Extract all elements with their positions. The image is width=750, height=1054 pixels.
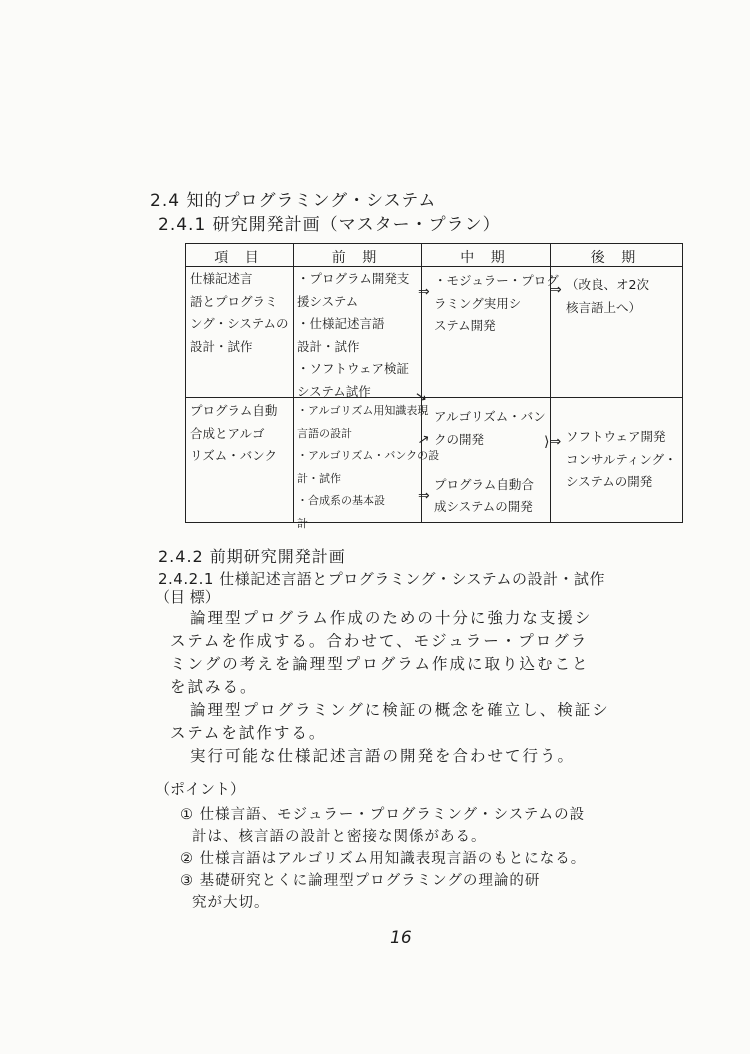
goal-line: を試みる。 — [170, 678, 258, 696]
point-line: 計は、核言語の設計と密接な関係がある。 — [192, 829, 487, 845]
bracket-merge-icon: ⟩⇒ — [544, 434, 562, 450]
arrow-right-icon: ⇒ — [418, 284, 430, 300]
section-heading-2-4-2-1: 2.4.2.1 仕様記述言語とプログラミング・システムの設計・試作 — [158, 570, 605, 588]
arrow-diagonal-icon: → — [414, 430, 434, 450]
goal-line: 論理型プログラミングに検証の概念を確立し、検証シ — [190, 701, 610, 719]
row1-item: 仕様記述言 語とプログラミ ング・システムの 設計・試作 — [190, 271, 289, 354]
row2-item: プログラム自動 合成とアルゴ リズム・バンク — [190, 403, 278, 463]
row-divider — [186, 397, 682, 398]
header-late: 後 期 — [590, 250, 642, 266]
row2-late: ソフトウェア開発 コンサルティング・ システムの開発 — [566, 429, 677, 489]
row1-middle: ・モジュラー・プログ ラミング実用シ ステム開発 — [434, 273, 559, 333]
section-heading-2-4-1: 2.4.1 研究開発計画（マスター・プラン） — [158, 215, 501, 235]
points-label: （ポイント） — [155, 780, 246, 798]
page-number: 16 — [390, 928, 412, 948]
point-line: ② 仕様言語はアルゴリズム用知識表現言語のもとになる。 — [180, 851, 587, 867]
master-plan-table — [185, 243, 683, 530]
arrow-diagonal-icon: → — [411, 387, 431, 407]
goal-line: ミングの考えを論理型プログラム作成に取り込むこと — [170, 655, 590, 673]
row1-early: ・プログラム開発支 援システム ・仕様記述言語 設計・試作 ・ソフトウェア検証 システム試作 — [297, 271, 410, 399]
goal-line: ステムを試作する。 — [170, 724, 327, 742]
goal-line: 実行可能な仕様記述言語の開発を合わせて行う。 — [190, 747, 576, 765]
section-heading-2-4: 2.4 知的プログラミング・システム — [150, 191, 437, 211]
goal-line: 論理型プログラム作成のための十分に強力な支援シ — [190, 609, 593, 627]
header-early: 前 期 — [331, 250, 383, 266]
row1-late: （改良、オ2次 核言語上へ） — [566, 277, 649, 315]
header-middle: 中 期 — [460, 250, 511, 266]
row2-middle: アルゴリズム・バン クの開発 プログラム自動合 成システムの開発 — [434, 409, 546, 514]
point-line: ③ 基礎研究とくに論理型プログラミングの理論的研 — [180, 873, 541, 889]
header-item: 項 目 — [214, 250, 265, 266]
point-line: 究が大切。 — [192, 895, 270, 911]
goal-line: ステムを作成する。合わせて、モジュラー・プログラ — [170, 632, 589, 650]
column-divider — [293, 244, 294, 522]
section-heading-2-4-2: 2.4.2 前期研究開発計画 — [158, 547, 346, 566]
row2-early: ・アルゴリズム用知識表現 言語の設計 ・アルゴリズム・バンクの設 計・試作 ・合成系の基本設 計 — [297, 404, 440, 530]
arrow-right-icon: ⇒ — [418, 488, 430, 504]
point-line: ① 仕様言語、モジュラー・プログラミング・システムの設 — [180, 807, 586, 823]
goal-label: （目 標） — [155, 588, 220, 606]
arrow-right-icon: ⇒ — [550, 282, 562, 298]
